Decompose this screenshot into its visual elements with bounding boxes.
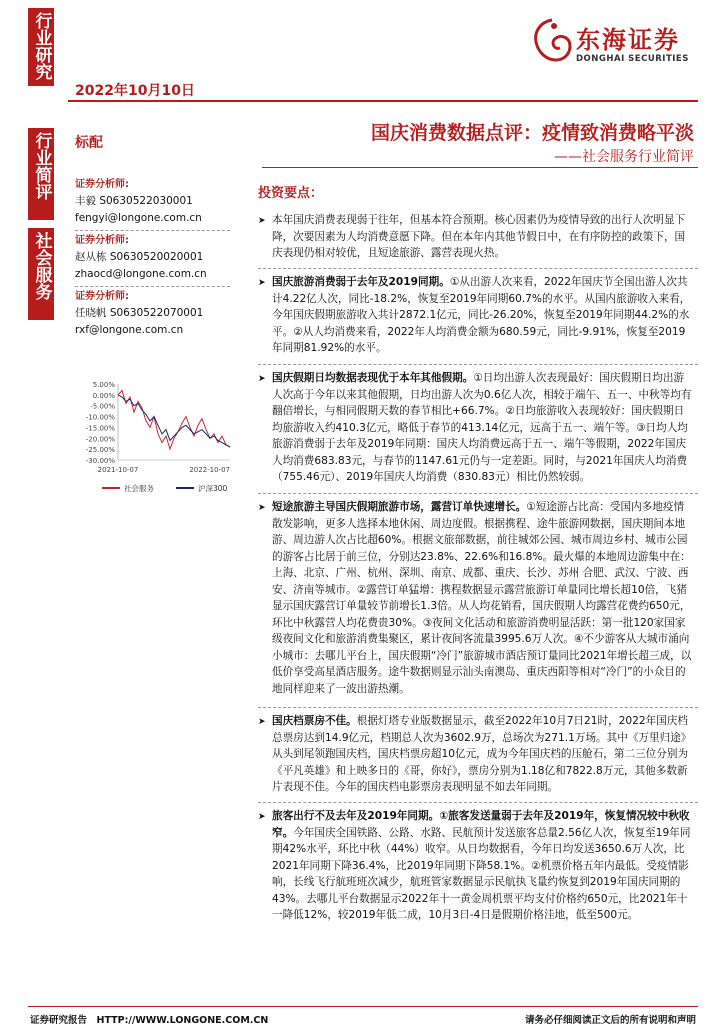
analyst-email[interactable]: zhaocd@longone.com.cn xyxy=(75,268,207,280)
industry-label: 社会服务 xyxy=(31,232,52,300)
analyst-block-1 xyxy=(75,176,202,227)
bullet-heading: 国庆旅游消费弱于去年及2019同期。 xyxy=(272,276,450,288)
bullet-6 xyxy=(258,808,694,924)
analyst-email[interactable]: rxf@longone.com.cn xyxy=(75,324,184,336)
report-title: 国庆消费数据点评：疫情致消费略平淡 xyxy=(370,122,694,144)
divider xyxy=(258,493,698,494)
analyst-name: 赵从栋 S0630520020001 xyxy=(75,251,204,263)
footer-divider xyxy=(28,1006,698,1007)
arrow-bullet-icon: ➤ xyxy=(258,717,266,727)
analyst-block-2 xyxy=(75,232,207,283)
divider xyxy=(258,707,698,708)
title-divider xyxy=(262,167,698,168)
bullet-5 xyxy=(258,713,694,796)
y-tick-label: -5.00% xyxy=(90,402,115,411)
divider xyxy=(75,286,230,287)
bullet-heading: 旅客出行不及去年及2019年同期。①旅客发送量弱于去年及2019年，恢复情况较中秋收窄。 xyxy=(272,810,690,839)
bullet-2 xyxy=(258,274,694,357)
bullet-text: 根据灯塔专业版数据显示，截至2022年10月7日21时，2022年国庆档总票房达到14.9亿元，档期总人次为3602.9万，总场次为271.1万场。其中《万里归途》从头到尾领跑国庆档，国庆档票房超10亿元，成为今年国庆档的压舱石，第二三位分别为《平凡英雄》和上映多日的《哥，你好》，票房分别为1.18亿和7822.8万元，其他多数新片表现不佳。今年的国庆档电影票房表现明显不如去年同期。 xyxy=(272,715,692,793)
analyst-label: 证券分析师: xyxy=(75,235,129,246)
arrow-bullet-icon: ➤ xyxy=(258,374,266,384)
arrow-bullet-icon: ➤ xyxy=(258,812,266,822)
bullet-heading: 国庆档票房不佳。 xyxy=(272,715,357,727)
donghai-logo xyxy=(530,16,700,76)
report-type-tab xyxy=(28,8,54,86)
bullet-heading: 短途旅游主导国庆假期旅游市场，露营订单快速增长。 xyxy=(272,501,527,513)
logo-chinese: 东海证券 xyxy=(576,26,680,54)
divider xyxy=(258,268,698,269)
legend-label: 社会服务 xyxy=(124,484,154,493)
bullet-4 xyxy=(258,499,694,697)
footer-left[interactable]: 证券研究报告 HTTP://WWW.LONGONE.COM.CN xyxy=(30,1015,269,1026)
y-tick-label: 5.00% xyxy=(92,381,115,389)
divider xyxy=(75,230,230,231)
rating: 标配 xyxy=(75,135,103,151)
bullet-3 xyxy=(258,370,694,486)
divider xyxy=(258,364,698,365)
analyst-name: 丰毅 S0630522030001 xyxy=(75,195,193,207)
analyst-label: 证券分析师: xyxy=(75,179,129,190)
y-tick-label: -15.00% xyxy=(85,424,115,433)
legend-label: 沪深300 xyxy=(198,484,228,493)
chart-svg xyxy=(80,380,240,510)
y-tick-label: 0.00% xyxy=(92,391,115,400)
analyst-label: 证券分析师: xyxy=(75,291,129,302)
arrow-bullet-icon: ➤ xyxy=(258,503,266,513)
report-subtype-label: 行业简评 xyxy=(31,132,52,200)
logo-english: DONGHAI SECURITIES xyxy=(576,54,689,64)
section-heading: 投资要点： xyxy=(258,186,324,201)
x-tick-label: 2022-10-07 xyxy=(189,466,230,474)
bullet-text: ①从出游人次来看，2022年国庆节全国出游人次共计4.22亿人次，同比-18.2%，恢复至2019年同期60.7%的水平。从国内旅游收入来看，今年国庆假期旅游收入共计2872.1亿元，同比-26.20%，恢复至2019年同期44.2%的水平。②从人均消费来看，2022年人均消费金额为680.59元，同比-9.91%，恢复至2019年同期81.92%的水平。 xyxy=(272,276,691,354)
y-tick-label: -20.00% xyxy=(85,435,115,444)
bullet-1 xyxy=(258,212,694,262)
report-type-label: 行业研究 xyxy=(31,12,52,80)
series-line-social-services xyxy=(118,391,230,450)
y-tick-label: -25.00% xyxy=(85,446,115,455)
bullet-heading: 国庆假期日均数据表现优于本年其他假期。 xyxy=(272,372,474,384)
arrow-bullet-icon: ➤ xyxy=(258,278,266,288)
dragon-logo-icon xyxy=(530,16,574,64)
performance-chart xyxy=(80,380,240,510)
analyst-name: 任晓帆 S0630522070001 xyxy=(75,307,204,319)
bullet-text: 本年国庆消费表现弱于往年，但基本符合预期。核心因素仍为疫情导致的出行人次明显下降，次要因素为人均消费意愿下降。但在本年内其他节假日中，在有序防控的政策下，国庆表现仍相对较优，且短途旅游、露营表现火热。 xyxy=(272,214,686,259)
report-subtitle: ——社会服务行业简评 xyxy=(554,149,694,165)
x-tick-label: 2021-10-07 xyxy=(97,466,139,474)
analyst-email[interactable]: fengyi@longone.com.cn xyxy=(75,212,202,224)
y-tick-label: -10.00% xyxy=(85,413,115,422)
header-divider xyxy=(68,100,698,102)
y-tick-label: -30.00% xyxy=(85,457,115,465)
arrow-bullet-icon: ➤ xyxy=(258,216,266,226)
bullet-text: ①短途游占比高：受国内多地疫情散发影响，更多人选择本地休闲、周边度假。根据携程、途牛旅游网数据，国庆期间本地游、周边游人次占比超60%。根据文旅部数据，前往城郊公园、城市周边乡村、城市公园的游客占比居于前三位，分别达23.8%、22.6%和16.8%。最火爆的本地周边游集中在：上海、北京、广州、杭州、深圳、南京、成都、重庆、长沙、苏州 合肥、武汉、宁波、西安、济南等城市。②露营订单猛增：携程数据显示露营旅游订单量同比增长超10倍，飞猪显示国庆露营订单量较节前增长1.3倍。从人均花销看，国庆假期人均露营花费约650元，环比中秋露营人均花费贵30%。③夜间文化活动和旅游消费明显活跃：第一批120家国家级夜间文化和旅游消费集聚区，累计夜间客流量3995.6万人次。④不少游客从大城市涌向小城市：去哪儿平台上，国庆假期“冷门”旅游城市酒店预订量同比2021年增长超三成，以低价享受高星酒店服务。途牛数据则显示汕头南澳岛、重庆西阳等相对“冷门”的小众目的地同样迎来了一波出游热潮。 xyxy=(272,501,692,695)
footer-right: 请务必仔细阅读正文后的所有说明和声明 xyxy=(524,1015,696,1026)
analyst-block-3 xyxy=(75,288,203,339)
bullet-text: ①日均出游人次表现最好：国庆假期日均出游人次高于今年以来其他假期，日均出游人次为0.6亿人次，相较于端午、五一、中秋等均有翻倍增长，与相同假期天数的春节相比+66.7%。②日均旅游收入表现较好：国庆假期日均旅游收入约410.3亿元，略低于春节的413.14亿元，远高于五一、端午等。③日均人均旅游消费弱于去年及2019年同期：国庆人均消费远高于五一、端午等假期，2022年国庆人均消费683.83元，与春节的1147.61元仍与一定差距。同时，与2021年国庆人均消费（755.46元）、2019年国庆人均消费（830.83元）相比仍然较弱。 xyxy=(272,372,692,483)
bullet-text: 今年国庆全国铁路、公路、水路、民航预计发送旅客总量2.56亿人次，恢复至19年同期42%水平，环比中秋（44%）收窄。从日均数据看，今年日均发送3650.6万人次，比2021年同期下降36.4%，比2019年同期下降58.1%。②机票价格五年内最低。受疫情影响，长线飞行航班班次减少，航班管家数据显示民航执飞量约恢复到2019年国庆同期的43%。去哪儿平台数据显示2022年十一黄金周机票平均支付价格约650元，比2021年十一降低12%，较2019年低二成，10月3日-4日是假期价格洼地，低至500元。 xyxy=(272,826,691,921)
industry-tab xyxy=(28,228,54,320)
report-date: 2022年10月10日 xyxy=(75,83,195,99)
divider xyxy=(258,802,698,803)
report-subtype-tab xyxy=(28,128,54,220)
